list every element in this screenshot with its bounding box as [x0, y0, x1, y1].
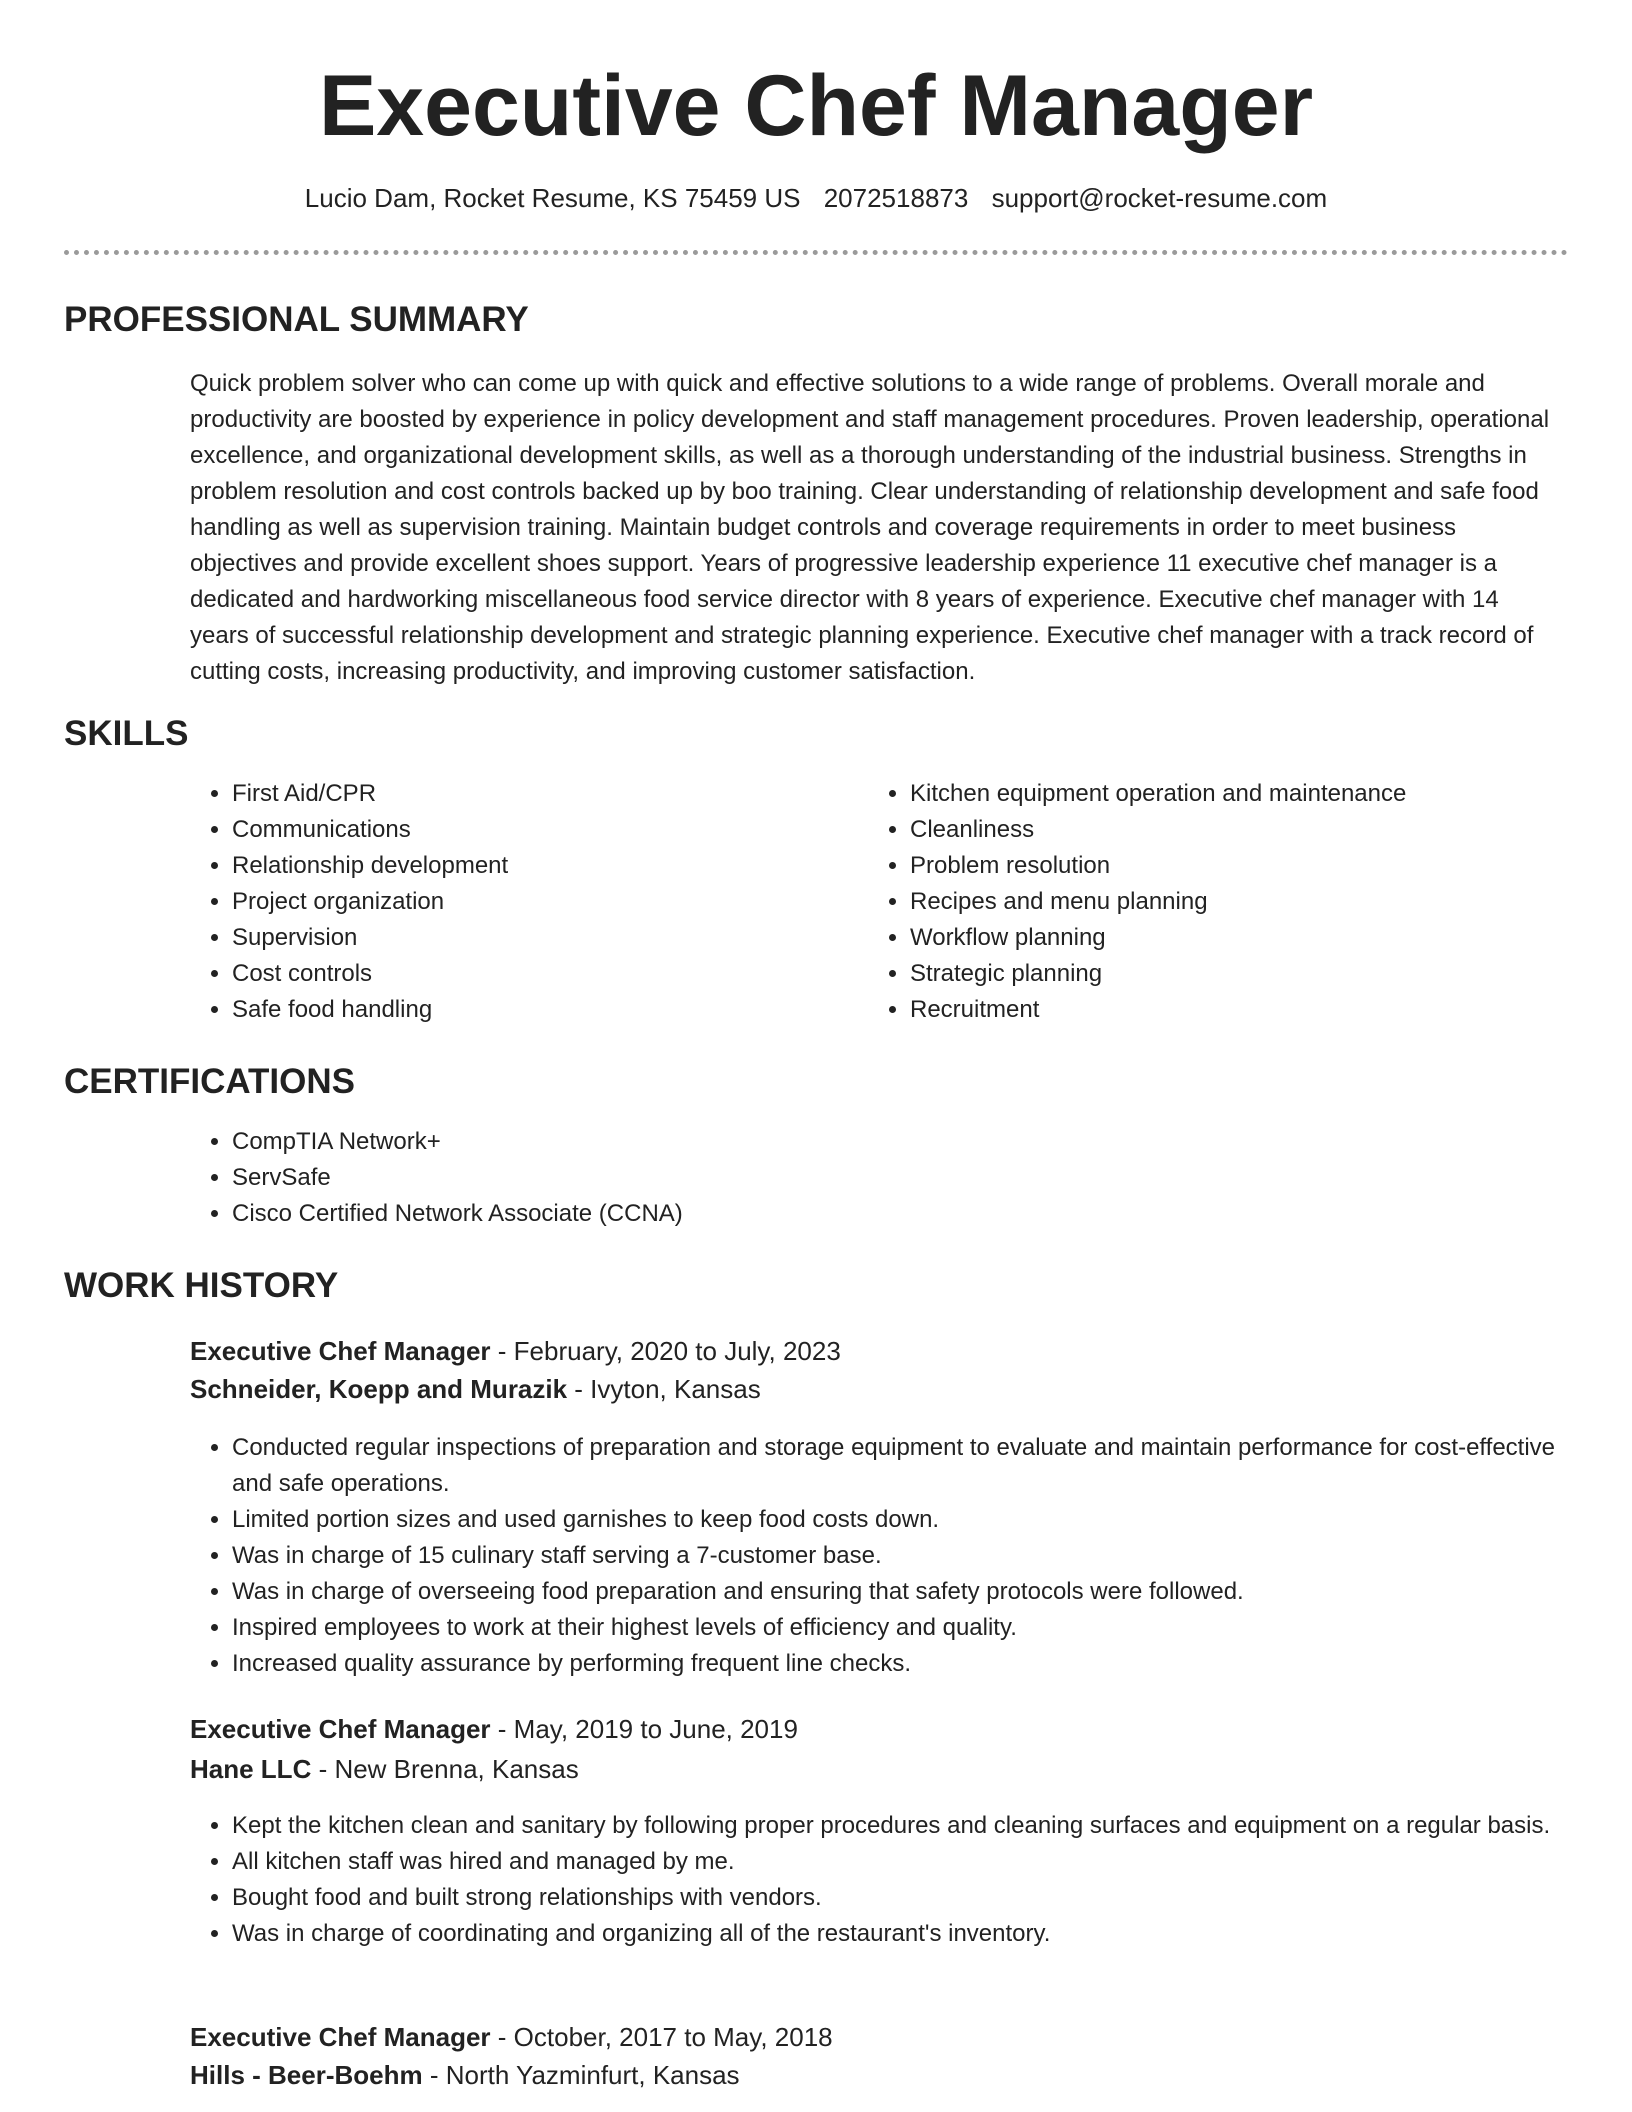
job-title: Executive Chef Manager [190, 1714, 491, 1744]
job-location: - North Yazminfurt, Kansas [422, 2060, 740, 2090]
work-history-section-title: WORK HISTORY [64, 1266, 339, 1305]
job-title: Executive Chef Manager [190, 2022, 491, 2052]
skill-item: • Cleanliness [910, 812, 1610, 848]
job-bullet: • Bought food and built strong relationships with vendors. [232, 1880, 1572, 1916]
job-location: - New Brenna, Kansas [311, 1754, 579, 1784]
skill-item: • Communications [232, 812, 852, 848]
skill-item: • Supervision [232, 920, 852, 956]
job-dates: - May, 2019 to June, 2019 [490, 1714, 798, 1744]
certification-item: • CompTIA Network+ [232, 1124, 1602, 1160]
skill-item: • Problem resolution [910, 848, 1610, 884]
skill-item: • Recruitment [910, 992, 1610, 1028]
skill-item: • First Aid/CPR [232, 776, 852, 812]
job-bullet: • All kitchen staff was hired and managed by me. [232, 1844, 1572, 1880]
contact-line [0, 180, 1632, 216]
skills-list-left [188, 776, 852, 1028]
job-company: Schneider, Koepp and Murazik [190, 1374, 568, 1404]
header-divider [64, 250, 1568, 255]
job-company-line [190, 1750, 579, 1788]
certifications-section-title: CERTIFICATIONS [64, 1062, 356, 1101]
job-bullet: • Was in charge of 15 culinary staff serving a 7-customer base. [232, 1538, 1572, 1574]
job-bullet: • Conducted regular inspections of preparation and storage equipment to evaluate and maintain performance for cost-effective and safe operations. [232, 1430, 1572, 1502]
job-bullet: • Increased quality assurance by performing frequent line checks. [232, 1646, 1572, 1682]
skill-item: • Project organization [232, 884, 852, 920]
job-bullets [188, 1808, 1572, 1952]
summary-text: Quick problem solver who can come up with quick and effective solutions to a wide range of problems. Overall morale and productivity are boosted by experience in policy development and staff management procedures. Proven leadership, operational excellence, and organizational development skills, as well as a thorough understanding of the industrial business. Strengths in problem resolution and cost controls backed up by boo training. Clear understanding of relationship development and safe food handling as well as supervision training. Maintain budget controls and coverage requirements in order to meet business objectives and provide excellent shoes support. Years of progressive leadership experience 11 executive chef manager is a dedicated and hardworking miscellaneous food service director with 8 years of experience. Executive chef manager with 14 years of successful relationship development and strategic planning experience. Executive chef manager with a track record of cutting costs, increasing productivity, and improving customer satisfaction. [190, 370, 1550, 685]
job-title-line [190, 1332, 841, 1370]
job-location: - Ivyton, Kansas [567, 1374, 761, 1404]
job-bullets [188, 1430, 1572, 1682]
skill-item: • Recipes and menu planning [910, 884, 1610, 920]
skill-item: • Relationship development [232, 848, 852, 884]
certifications-list [188, 1124, 1602, 1232]
contact-address: Lucio Dam, Rocket Resume, KS 75459 US [304, 183, 801, 213]
skills-section-title: SKILLS [64, 714, 189, 753]
job-bullet: • Was in charge of coordinating and organizing all of the restaurant's inventory. [232, 1916, 1572, 1952]
skill-item: • Workflow planning [910, 920, 1610, 956]
certification-item: • Cisco Certified Network Associate (CCNA) [232, 1196, 1602, 1232]
resume-name-heading: Executive Chef Manager [318, 58, 1314, 154]
job-bullet: • Inspired employees to work at their highest levels of efficiency and quality. [232, 1610, 1572, 1646]
job-company-line [190, 2056, 740, 2094]
skills-list-right [866, 776, 1610, 1028]
job-dates: - October, 2017 to May, 2018 [490, 2022, 833, 2052]
skill-item: • Safe food handling [232, 992, 852, 1028]
skill-item: • Strategic planning [910, 956, 1610, 992]
job-dates: - February, 2020 to July, 2023 [490, 1336, 841, 1366]
job-company: Hills - Beer-Boehm [190, 2060, 423, 2090]
contact-email: support@rocket-resume.com [991, 183, 1328, 213]
job-title: Executive Chef Manager [190, 1336, 491, 1366]
skill-item: • Kitchen equipment operation and maintenance [910, 776, 1610, 812]
job-company: Hane LLC [190, 1754, 312, 1784]
job-company-line [190, 1370, 761, 1408]
certification-item: • ServSafe [232, 1160, 1602, 1196]
job-title-line [190, 2018, 833, 2056]
job-bullet: • Kept the kitchen clean and sanitary by following proper procedures and cleaning surfaces and equipment on a regular basis. [232, 1808, 1572, 1844]
job-bullet: • Limited portion sizes and used garnishes to keep food costs down. [232, 1502, 1572, 1538]
skill-item: • Cost controls [232, 956, 852, 992]
job-title-line [190, 1710, 798, 1748]
summary-section-title: PROFESSIONAL SUMMARY [64, 300, 529, 339]
contact-phone: 2072518873 [823, 183, 969, 213]
job-bullet: • Was in charge of overseeing food preparation and ensuring that safety protocols were followed. [232, 1574, 1572, 1610]
